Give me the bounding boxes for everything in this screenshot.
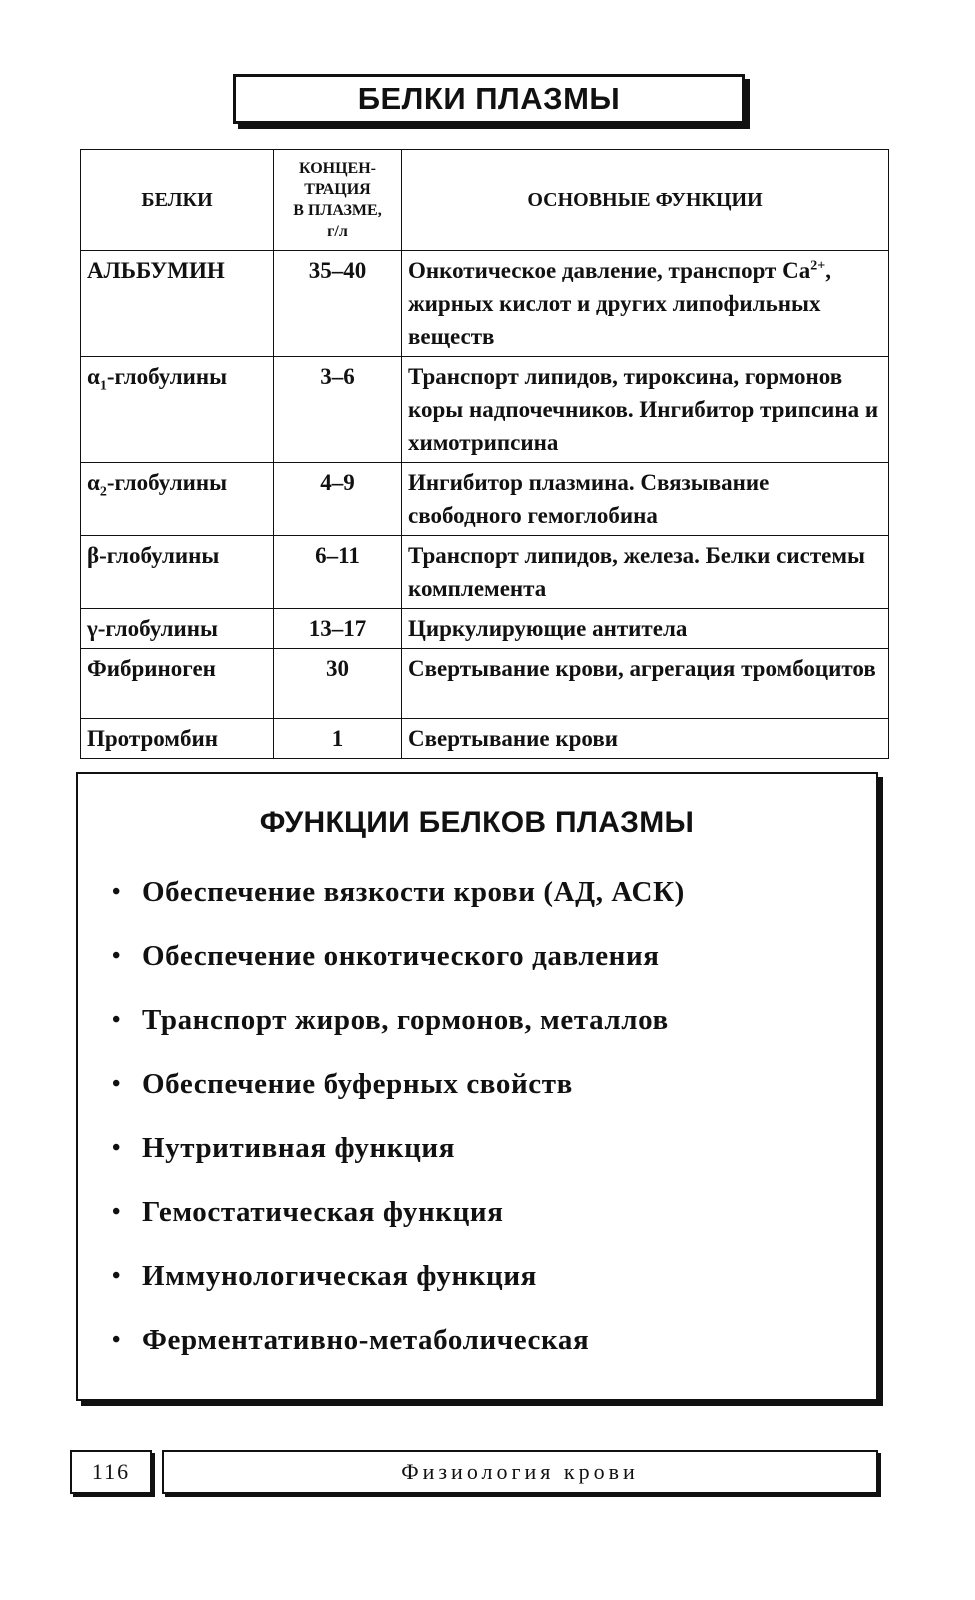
functions-title: ФУНКЦИИ БЕЛКОВ ПЛАЗМЫ	[259, 806, 695, 839]
bullet-icon: •	[112, 1199, 122, 1225]
functions-list	[112, 874, 685, 1386]
protein-concentration: 13–17	[274, 609, 402, 649]
page-title-box	[233, 74, 745, 124]
bullet-icon: •	[112, 1071, 122, 1097]
list-item: • Обеспечение буферных свойств	[112, 1068, 573, 1100]
section-title: Физиология крови	[162, 1450, 878, 1494]
plasma-proteins-table	[80, 149, 889, 759]
protein-functions-box	[76, 772, 878, 1401]
protein-concentration: 3–6	[274, 357, 402, 463]
bullet-icon: •	[112, 1327, 122, 1353]
table-row	[81, 609, 889, 649]
list-item: • Транспорт жиров, гормонов, металлов	[112, 1004, 669, 1036]
protein-name: Протромбин	[81, 719, 274, 759]
table-row	[81, 719, 889, 759]
protein-function: Свертывание крови	[402, 719, 889, 759]
list-item: • Гемостатическая функция	[112, 1196, 504, 1228]
list-item: • Нутритивная функция	[112, 1132, 456, 1164]
table-row	[81, 251, 889, 357]
table-header-row	[81, 150, 889, 251]
protein-concentration: 4–9	[274, 463, 402, 536]
table-row	[81, 649, 889, 719]
protein-concentration: 35–40	[274, 251, 402, 357]
protein-concentration: 1	[274, 719, 402, 759]
header-concentration: КОНЦЕН- ТРАЦИЯ В ПЛАЗМЕ, г/л	[274, 150, 402, 251]
header-functions: ОСНОВНЫЕ ФУНКЦИИ	[402, 150, 889, 251]
table-row	[81, 536, 889, 609]
table-row	[81, 357, 889, 463]
protein-name: АЛЬБУМИН	[81, 251, 274, 357]
protein-concentration: 6–11	[274, 536, 402, 609]
bullet-icon: •	[112, 943, 122, 969]
list-item: • Обеспечение онкотического давления	[112, 940, 660, 972]
protein-name: $\alpha_2$-глобулины	[81, 463, 274, 536]
protein-function: Свертывание крови, агрегация тромбоцитов	[402, 649, 889, 719]
protein-function: Транспорт липидов, тироксина, гормонов коры надпочечников. Ингибитор трипсина и химотрипсина	[402, 357, 889, 463]
page-title: БЕЛКИ ПЛАЗМЫ	[357, 81, 621, 116]
protein-function: Ингибитор плазмина. Связывание свободного гемоглобина	[402, 463, 889, 536]
bullet-icon: •	[112, 1135, 122, 1161]
list-item: • Иммунологическая функция	[112, 1260, 537, 1292]
list-item: • Обеспечение вязкости крови (АД, АСК)	[112, 876, 685, 908]
header-protein: БЕЛКИ	[81, 150, 274, 251]
protein-function: Транспорт липидов, железа. Белки системы комплемента	[402, 536, 889, 609]
protein-name: β-глобулины	[81, 536, 274, 609]
list-item: • Ферментативно-метаболическая	[112, 1324, 590, 1356]
protein-name: $\alpha_1$-глобулины	[81, 357, 274, 463]
protein-name: γ-глобулины	[81, 609, 274, 649]
protein-concentration: 30	[274, 649, 402, 719]
protein-function: Циркулирующие антитела	[402, 609, 889, 649]
bullet-icon: •	[112, 879, 122, 905]
protein-name: Фибриноген	[81, 649, 274, 719]
table-row	[81, 463, 889, 536]
bullet-icon: •	[112, 1263, 122, 1289]
bullet-icon: •	[112, 1007, 122, 1033]
protein-function: Онкотическое давление, транспорт $Ca^{2+}$, жирных кислот и других липофильных веществ	[402, 251, 889, 357]
page-number: 116	[70, 1450, 152, 1494]
